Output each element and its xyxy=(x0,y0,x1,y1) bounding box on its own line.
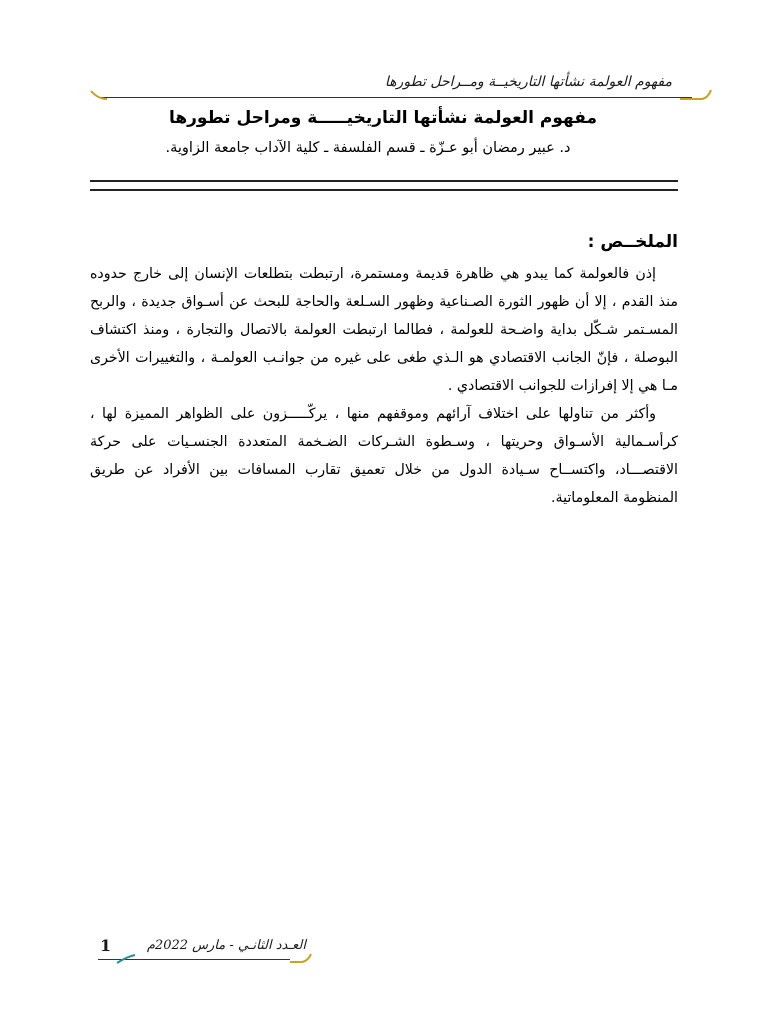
running-header-text: مفهوم العولمة نشأتها التاريخيــة ومــراحل تطورها xyxy=(384,74,672,90)
running-header-rule xyxy=(100,97,692,98)
article-title: مفهوم العولمة نشأتها التاريخيـــــة ومراحل تطورها xyxy=(168,108,598,128)
running-header xyxy=(90,72,712,100)
footer-swoosh-ornament xyxy=(290,952,312,964)
abstract-paragraph: إذن فالعولمة كما يبدو هي ظاهرة قديمة ومستمرة، ارتبطت بتطلعات الإنسان إلى خارج حدوده منذ القدم ، إلا أن ظهور الثورة الصـناعية وظهور السـلعة والحاجة للبحث عن أسـواق جديدة ، والربح المسـتمر شـكّل بداية واضـحة للعولمة ، فطالما ارتبطت العولمة بالاتصال والتجارة ، ومنذ اكتشاف البوصلة ، فإنّ الجانب الاقتصادي هو الـذي طغى على غيره من جوانـب العولمـة ، والتغييرات الأخرى مـا هي إلا إفرازات للجوانب الاقتصادي . xyxy=(90,266,678,394)
abstract-paragraph: وأكثر من تناولها على اختلاف آرائهم وموقفهم منها ، يركّـــــزون على الظواهر المميزة لها ، كرأسـمالية الأسـواق وحريتها ، وسـطوة الشـركات الضـخمة المتعددة الجنسـيات على حركة الاقتصـــاد، واكتســاح سـيادة الدول من خلال تعميق تقارب المسافات بين الأفراد عن طريق المنظومة المعلوماتية. xyxy=(90,406,678,506)
abstract-body xyxy=(90,260,678,512)
header-swoosh-left-ornament xyxy=(90,90,108,100)
header-swoosh-ornament xyxy=(680,88,712,100)
footer-swoosh-left-ornament xyxy=(116,954,136,964)
page-number: 1 xyxy=(100,936,112,955)
footer-issue: العـدد الثانـي - مارس 2022م xyxy=(146,938,306,953)
author-line: د. عبير رمضان أبو عـزّة ـ قسم الفلسفة ـ كلية الآداب جامعة الزاوية. xyxy=(165,140,571,156)
title-double-rule xyxy=(90,180,678,191)
page-footer xyxy=(90,936,312,964)
abstract-heading: الملخــص : xyxy=(587,232,678,252)
